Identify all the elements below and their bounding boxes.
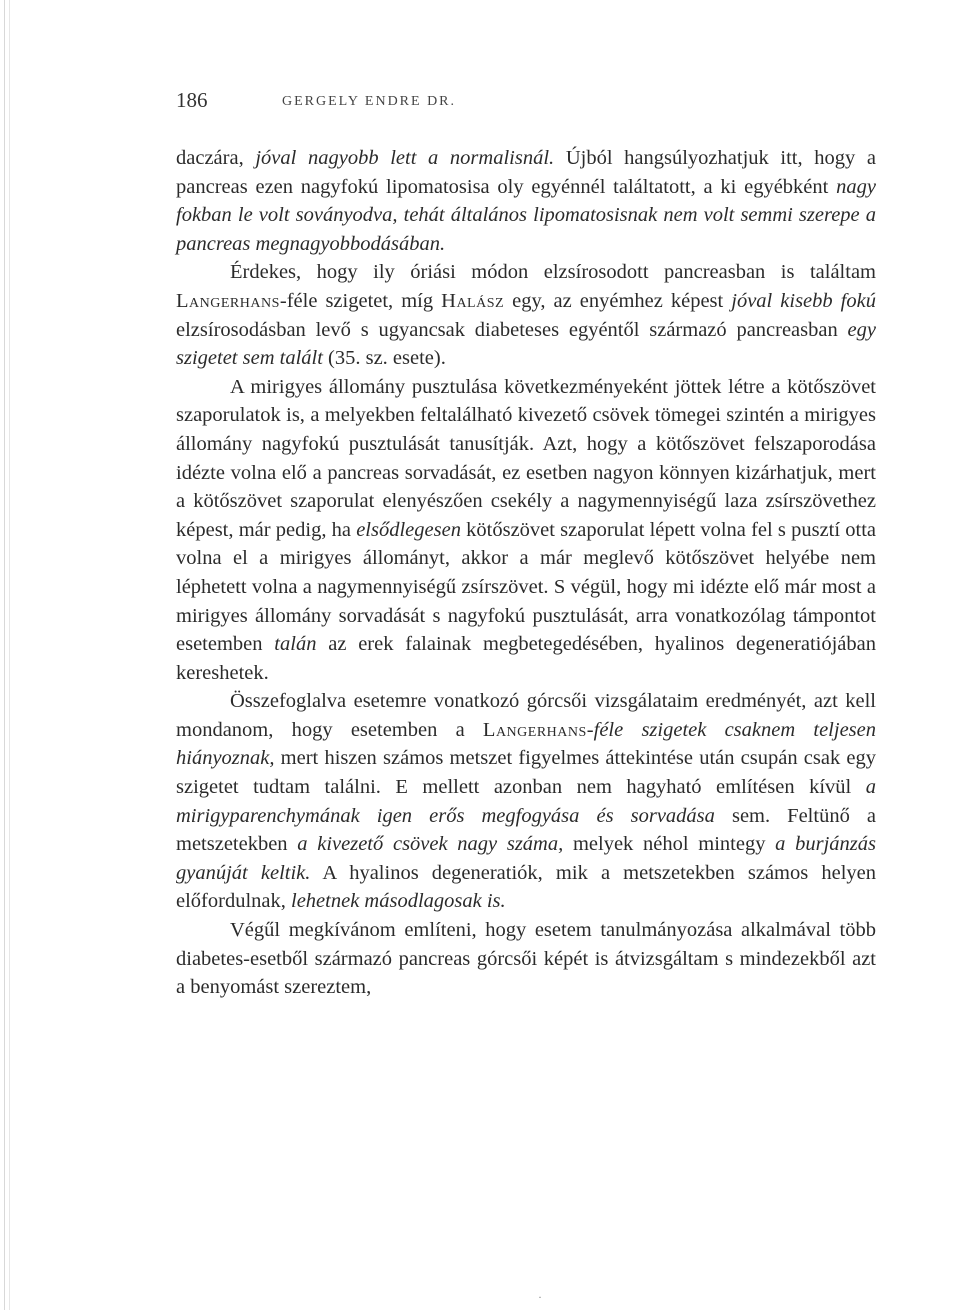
emphasis: egy szigetet sem talált xyxy=(176,318,876,370)
emphasis: talán xyxy=(274,633,317,656)
text-run: (35. sz. esete). xyxy=(322,347,446,370)
paragraph-1 xyxy=(176,144,876,258)
text-run: Újból hangsúlyozhatjuk itt, hogy a pancreas ezen nagyfokú lipomatosisa oly egyénnél találtatott, a ki egyébként xyxy=(176,147,877,198)
page-header xyxy=(176,88,876,118)
text-run: kötőszövet szaporulat lépett volna fel s pusztí otta volna el a mirigyes állományt, akkor a már meglevő kötőszövet helyébe nem léphetett volna a nagymennyiségű zsírszövet. S végül, hogy mi idézte elő már most a mirigyes állomány sorvadását s nagyfokú pusztulását, arra vonatkozólag támpontot esetemben xyxy=(176,518,877,656)
text-run: melyek néhol mintegy xyxy=(563,833,776,856)
emphasis: a mirigyparenchymának igen erős megfogyása és sorvadása xyxy=(176,776,876,827)
emphasis: nagy fokban le volt soványodva, tehát általános lipomatosisnak nem volt semmi szerepe a pancreas megnagyobbodásában. xyxy=(176,175,876,255)
page-number: 186 xyxy=(176,88,208,112)
text-run: az erek falainak megbetegedésében, hyalinos degeneratiójában kereshetek. xyxy=(176,633,876,684)
text-run: sem. Feltünő a metszetekben xyxy=(176,804,876,856)
text-run: A mirigyes állomány pusztulása következményeként jöttek létre a kötőszövet szaporulatok is, a melyekben feltalálható kivezető csövek tömegei szintén a mirigyes állomány nagyfokú pusztulását tanusítják. Azt, hogy a kötőszövet felszaporodása idézte volna elő a pancreas sorvadását, ez esetben nagyon könnyen kizárhatjuk, mert a kötőszövet szaporulat elenyészően csekély a nagymennyiségű laza zsírszövethez képest, már pedig, ha xyxy=(176,375,876,541)
text-run: daczára, xyxy=(176,147,256,169)
text-run: Végűl megkívánom említeni, hogy esetem tanulmányozása alkalmával több diabetes-esetből származó pancreas górcsői képét is átvizsgáltam s mindezekből azt a benyomást szereztem, xyxy=(176,919,876,999)
scan-speck: · xyxy=(538,1290,542,1304)
text-run: A hyalinos degeneratiók, mik a metszetekben számos helyen előfordulnak, xyxy=(176,861,876,913)
paragraph-4 xyxy=(176,687,876,916)
emphasis: -féle szigetek csaknem teljesen hiányoznak, xyxy=(176,718,876,770)
emphasis: jóval kisebb fokú xyxy=(731,289,876,312)
author-name: Halász xyxy=(441,289,505,312)
paragraph-2 xyxy=(176,258,876,372)
emphasis: a kivezető csövek nagy száma, xyxy=(297,833,564,856)
text-run: -féle szigetet, míg xyxy=(279,289,442,312)
text-run: egy, az enyémhez képest xyxy=(504,289,732,312)
running-head: GERGELY ENDRE DR. xyxy=(282,94,457,109)
text-run: mert hiszen számos metszet figyelmes áttekintése után csupán csak egy szigetet tudtam találni. E mellett azonban nem hagyható említésen kívül xyxy=(176,747,876,799)
text-run: Érdekes, hogy ily óriási módon elzsírosodott pancreasban is találtam xyxy=(230,261,876,284)
emphasis: a burjánzás gyanúját keltik. xyxy=(176,833,877,884)
author-name: Langerhans xyxy=(482,718,587,741)
emphasis: jóval nagyobb lett a normalisnál. xyxy=(255,147,555,169)
page-edge-line xyxy=(9,0,10,1310)
paragraph-5 xyxy=(176,916,876,1002)
text-run: Összefoglalva esetemre vonatkozó górcsői vizsgálataim eredményét, azt kell mondanom, hogy esetemben a xyxy=(176,690,876,741)
author-name: Langerhans xyxy=(176,289,280,312)
emphasis: lehetnek másodlagosak is. xyxy=(291,890,506,913)
text-run: elzsírosodásban levő s ugyancsak diabeteses egyéntől származó pancreasban xyxy=(176,318,848,341)
page-edge-line xyxy=(4,0,5,1310)
paragraph-3 xyxy=(176,373,876,688)
emphasis: elsődlegesen xyxy=(356,518,461,541)
body-text xyxy=(176,144,876,1002)
